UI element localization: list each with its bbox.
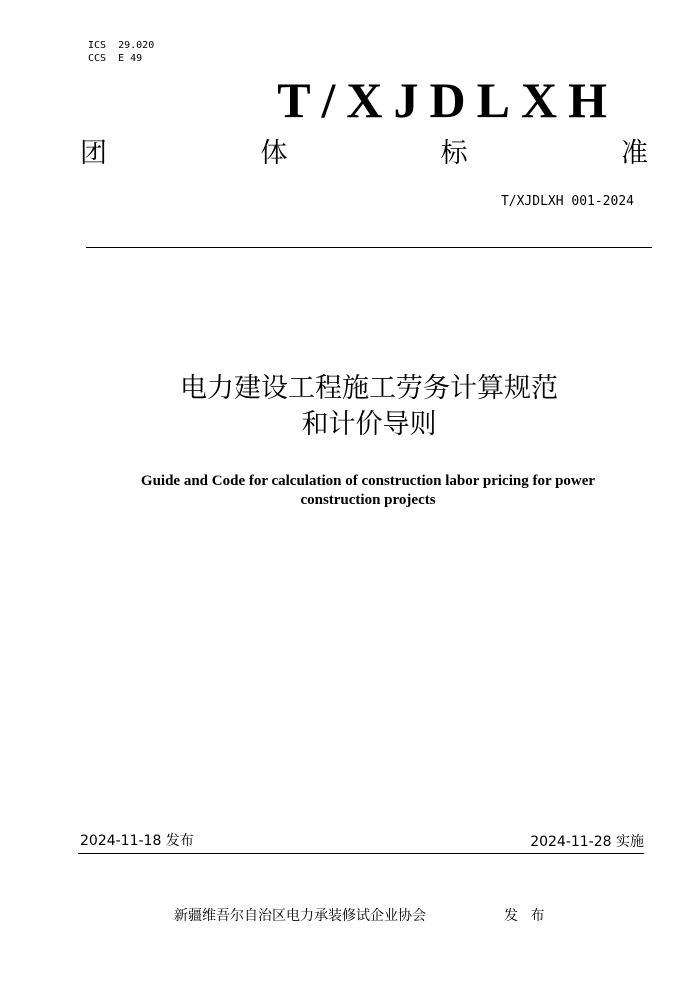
standard-type	[80, 137, 648, 171]
publisher-name: 新疆维吾尔自治区电力承装修试企业协会	[174, 908, 426, 924]
standard-number: T/XJDLXH 001-2024	[500, 194, 634, 209]
header-divider	[86, 247, 652, 248]
ccs-code: CCS E 49	[88, 53, 143, 64]
standard-type-char: 体	[260, 138, 288, 169]
issue-date: 2024-11-18 发布	[80, 833, 194, 849]
standard-type-char: 准	[620, 138, 648, 169]
standard-code: T/XJDLXH	[277, 72, 618, 128]
title-en-line: construction projects	[300, 492, 436, 508]
implementation-date: 2024-11-28 实施	[530, 834, 644, 850]
title-en-line: Guide and Code for calculation of construction labor pricing for power	[140, 473, 596, 489]
title-zh-line: 电力建设工程施工劳务计算规范	[180, 373, 558, 404]
title-zh-line: 和计价导则	[301, 409, 437, 440]
document-title-english	[110, 472, 626, 510]
ics-code: ICS 29.020	[88, 40, 155, 51]
publisher-action: 发 布	[504, 908, 549, 924]
standard-type-char: 标	[440, 138, 468, 169]
footer-divider	[78, 853, 644, 854]
document-title-chinese	[0, 371, 700, 443]
standard-type-char: 团	[80, 138, 107, 169]
